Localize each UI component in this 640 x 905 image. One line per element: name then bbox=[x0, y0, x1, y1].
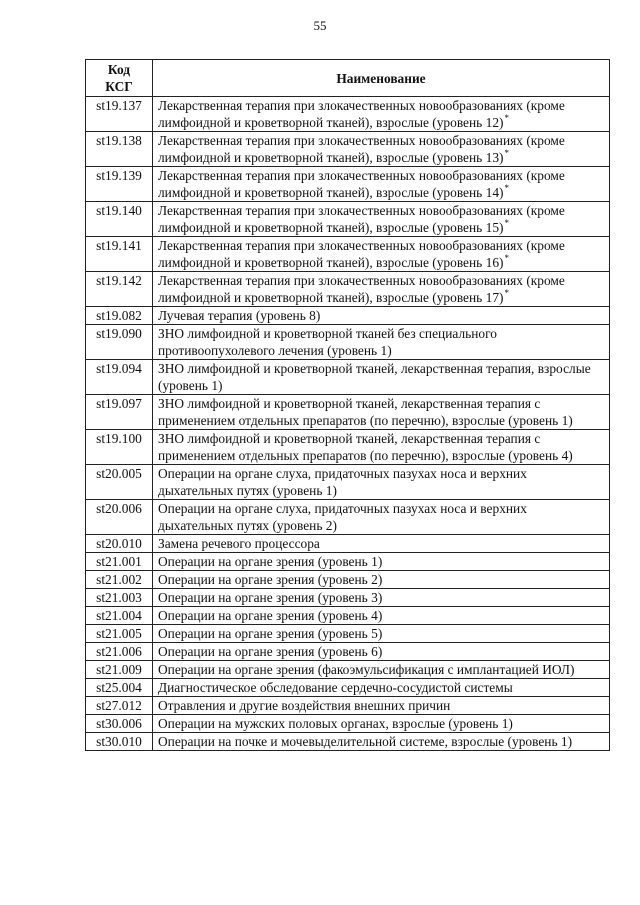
ksg-table bbox=[85, 59, 610, 751]
ksg-code: st27.012 bbox=[86, 697, 153, 715]
ksg-name-cell bbox=[153, 395, 610, 430]
ksg-name: ЗНО лимфоидной и кроветворной тканей, лекарственная терапия, взрослые (уровень 1) bbox=[158, 361, 591, 393]
ksg-name-cell bbox=[153, 625, 610, 643]
ksg-name-cell bbox=[153, 535, 610, 553]
ksg-code: st19.140 bbox=[86, 202, 153, 237]
table-row bbox=[86, 325, 610, 360]
footnote-mark: * bbox=[504, 288, 509, 298]
ksg-name-cell bbox=[153, 697, 610, 715]
ksg-code: st19.142 bbox=[86, 272, 153, 307]
ksg-code: st20.006 bbox=[86, 500, 153, 535]
ksg-name: Операции на органе слуха, придаточных пазухах носа и верхних дыхательных путях (уровень 2) bbox=[158, 501, 527, 533]
ksg-name-cell bbox=[153, 571, 610, 589]
table-row bbox=[86, 535, 610, 553]
ksg-name: Лекарственная терапия при злокачественных новообразованиях (кроме лимфоидной и кроветворной тканей), взрослые (уровень 12) bbox=[158, 98, 565, 130]
ksg-code: st19.137 bbox=[86, 97, 153, 132]
ksg-name-cell bbox=[153, 167, 610, 202]
ksg-name-cell bbox=[153, 589, 610, 607]
ksg-name: Отравления и другие воздействия внешних причин bbox=[158, 698, 451, 713]
ksg-code: st21.004 bbox=[86, 607, 153, 625]
ksg-name-cell bbox=[153, 237, 610, 272]
ksg-name: Операции на почке и мочевыделительной системе, взрослые (уровень 1) bbox=[158, 734, 573, 749]
ksg-name: Операции на органе зрения (факоэмульсификация с имплантацией ИОЛ) bbox=[158, 662, 575, 677]
header-row bbox=[86, 60, 610, 97]
ksg-name: ЗНО лимфоидной и кроветворной тканей без специального противоопухолевого лечения (уровень 1) bbox=[158, 326, 497, 358]
ksg-code: st21.003 bbox=[86, 589, 153, 607]
ksg-name-cell bbox=[153, 679, 610, 697]
table-row bbox=[86, 625, 610, 643]
table-row bbox=[86, 697, 610, 715]
ksg-code: st19.100 bbox=[86, 430, 153, 465]
ksg-code: st25.004 bbox=[86, 679, 153, 697]
ksg-name-cell bbox=[153, 272, 610, 307]
footnote-mark: * bbox=[504, 113, 509, 123]
ksg-code: st21.002 bbox=[86, 571, 153, 589]
table-row bbox=[86, 430, 610, 465]
ksg-code: st19.090 bbox=[86, 325, 153, 360]
ksg-name: Операции на органе зрения (уровень 3) bbox=[158, 590, 383, 605]
table-row bbox=[86, 679, 610, 697]
page-number: 55 bbox=[313, 18, 327, 33]
ksg-code: st30.010 bbox=[86, 733, 153, 751]
ksg-name-cell bbox=[153, 132, 610, 167]
table-row bbox=[86, 571, 610, 589]
ksg-name-cell bbox=[153, 202, 610, 237]
ksg-code: st30.006 bbox=[86, 715, 153, 733]
ksg-name: Операции на органе зрения (уровень 5) bbox=[158, 626, 383, 641]
ksg-name: Лекарственная терапия при злокачественных новообразованиях (кроме лимфоидной и кроветворной тканей), взрослые (уровень 16) bbox=[158, 238, 565, 270]
footnote-mark: * bbox=[504, 183, 509, 193]
ksg-name: Операции на мужских половых органах, взрослые (уровень 1) bbox=[158, 716, 513, 731]
ksg-name: Лучевая терапия (уровень 8) bbox=[158, 308, 321, 323]
footnote-mark: * bbox=[504, 148, 509, 158]
header-code-line1: Код bbox=[107, 62, 131, 77]
table-row bbox=[86, 272, 610, 307]
ksg-name: Лекарственная терапия при злокачественных новообразованиях (кроме лимфоидной и кроветворной тканей), взрослые (уровень 14) bbox=[158, 168, 565, 200]
ksg-code: st20.005 bbox=[86, 465, 153, 500]
ksg-code: st21.009 bbox=[86, 661, 153, 679]
table-row bbox=[86, 360, 610, 395]
ksg-name-cell bbox=[153, 733, 610, 751]
ksg-name-cell bbox=[153, 360, 610, 395]
table-row bbox=[86, 500, 610, 535]
ksg-name: Лекарственная терапия при злокачественных новообразованиях (кроме лимфоидной и кроветворной тканей), взрослые (уровень 15) bbox=[158, 203, 565, 235]
ksg-code: st19.139 bbox=[86, 167, 153, 202]
ksg-name: Операции на органе слуха, придаточных пазухах носа и верхних дыхательных путях (уровень 1) bbox=[158, 466, 527, 498]
ksg-code: st20.010 bbox=[86, 535, 153, 553]
ksg-name-cell bbox=[153, 607, 610, 625]
ksg-name-cell bbox=[153, 465, 610, 500]
ksg-name: Замена речевого процессора bbox=[158, 536, 320, 551]
ksg-name-cell bbox=[153, 661, 610, 679]
footnote-mark: * bbox=[504, 218, 509, 228]
table-row bbox=[86, 733, 610, 751]
ksg-name-cell bbox=[153, 500, 610, 535]
ksg-name-cell bbox=[153, 430, 610, 465]
ksg-name-cell bbox=[153, 643, 610, 661]
ksg-name: Лекарственная терапия при злокачественных новообразованиях (кроме лимфоидной и кроветворной тканей), взрослые (уровень 13) bbox=[158, 133, 565, 165]
table-row bbox=[86, 589, 610, 607]
ksg-code: st19.138 bbox=[86, 132, 153, 167]
footnote-mark: * bbox=[504, 253, 509, 263]
table-header bbox=[86, 60, 610, 97]
table-row bbox=[86, 715, 610, 733]
ksg-name: Операции на органе зрения (уровень 4) bbox=[158, 608, 383, 623]
ksg-code: st21.005 bbox=[86, 625, 153, 643]
ksg-code: st21.006 bbox=[86, 643, 153, 661]
ksg-code: st19.082 bbox=[86, 307, 153, 325]
table-row bbox=[86, 307, 610, 325]
ksg-name: Операции на органе зрения (уровень 2) bbox=[158, 572, 383, 587]
ksg-code: st21.001 bbox=[86, 553, 153, 571]
ksg-name-cell bbox=[153, 715, 610, 733]
ksg-name: Лекарственная терапия при злокачественных новообразованиях (кроме лимфоидной и кроветворной тканей), взрослые (уровень 17) bbox=[158, 273, 565, 305]
ksg-name-cell bbox=[153, 97, 610, 132]
ksg-name-cell bbox=[153, 307, 610, 325]
header-code-line2: КСГ bbox=[105, 79, 133, 94]
table-row bbox=[86, 97, 610, 132]
table-row bbox=[86, 167, 610, 202]
ksg-code: st19.141 bbox=[86, 237, 153, 272]
table-row bbox=[86, 465, 610, 500]
ksg-name: ЗНО лимфоидной и кроветворной тканей, лекарственная терапия с применением отдельных препаратов (по перечню), взрослые (уровень 1) bbox=[158, 396, 573, 428]
ksg-name: Операции на органе зрения (уровень 1) bbox=[158, 554, 383, 569]
table-row bbox=[86, 237, 610, 272]
table-row bbox=[86, 643, 610, 661]
ksg-name: ЗНО лимфоидной и кроветворной тканей, лекарственная терапия с применением отдельных препаратов (по перечню), взрослые (уровень 4) bbox=[158, 431, 573, 463]
header-name: Наименование bbox=[153, 60, 610, 97]
ksg-name-cell bbox=[153, 553, 610, 571]
table-row bbox=[86, 202, 610, 237]
ksg-code: st19.097 bbox=[86, 395, 153, 430]
table-row bbox=[86, 661, 610, 679]
ksg-code: st19.094 bbox=[86, 360, 153, 395]
ksg-name: Диагностическое обследование сердечно-сосудистой системы bbox=[158, 680, 513, 695]
table-row bbox=[86, 395, 610, 430]
table-row bbox=[86, 553, 610, 571]
table-body bbox=[86, 97, 610, 751]
table-row bbox=[86, 607, 610, 625]
ksg-name: Операции на органе зрения (уровень 6) bbox=[158, 644, 383, 659]
ksg-name-cell bbox=[153, 325, 610, 360]
header-code bbox=[86, 60, 153, 97]
table-row bbox=[86, 132, 610, 167]
